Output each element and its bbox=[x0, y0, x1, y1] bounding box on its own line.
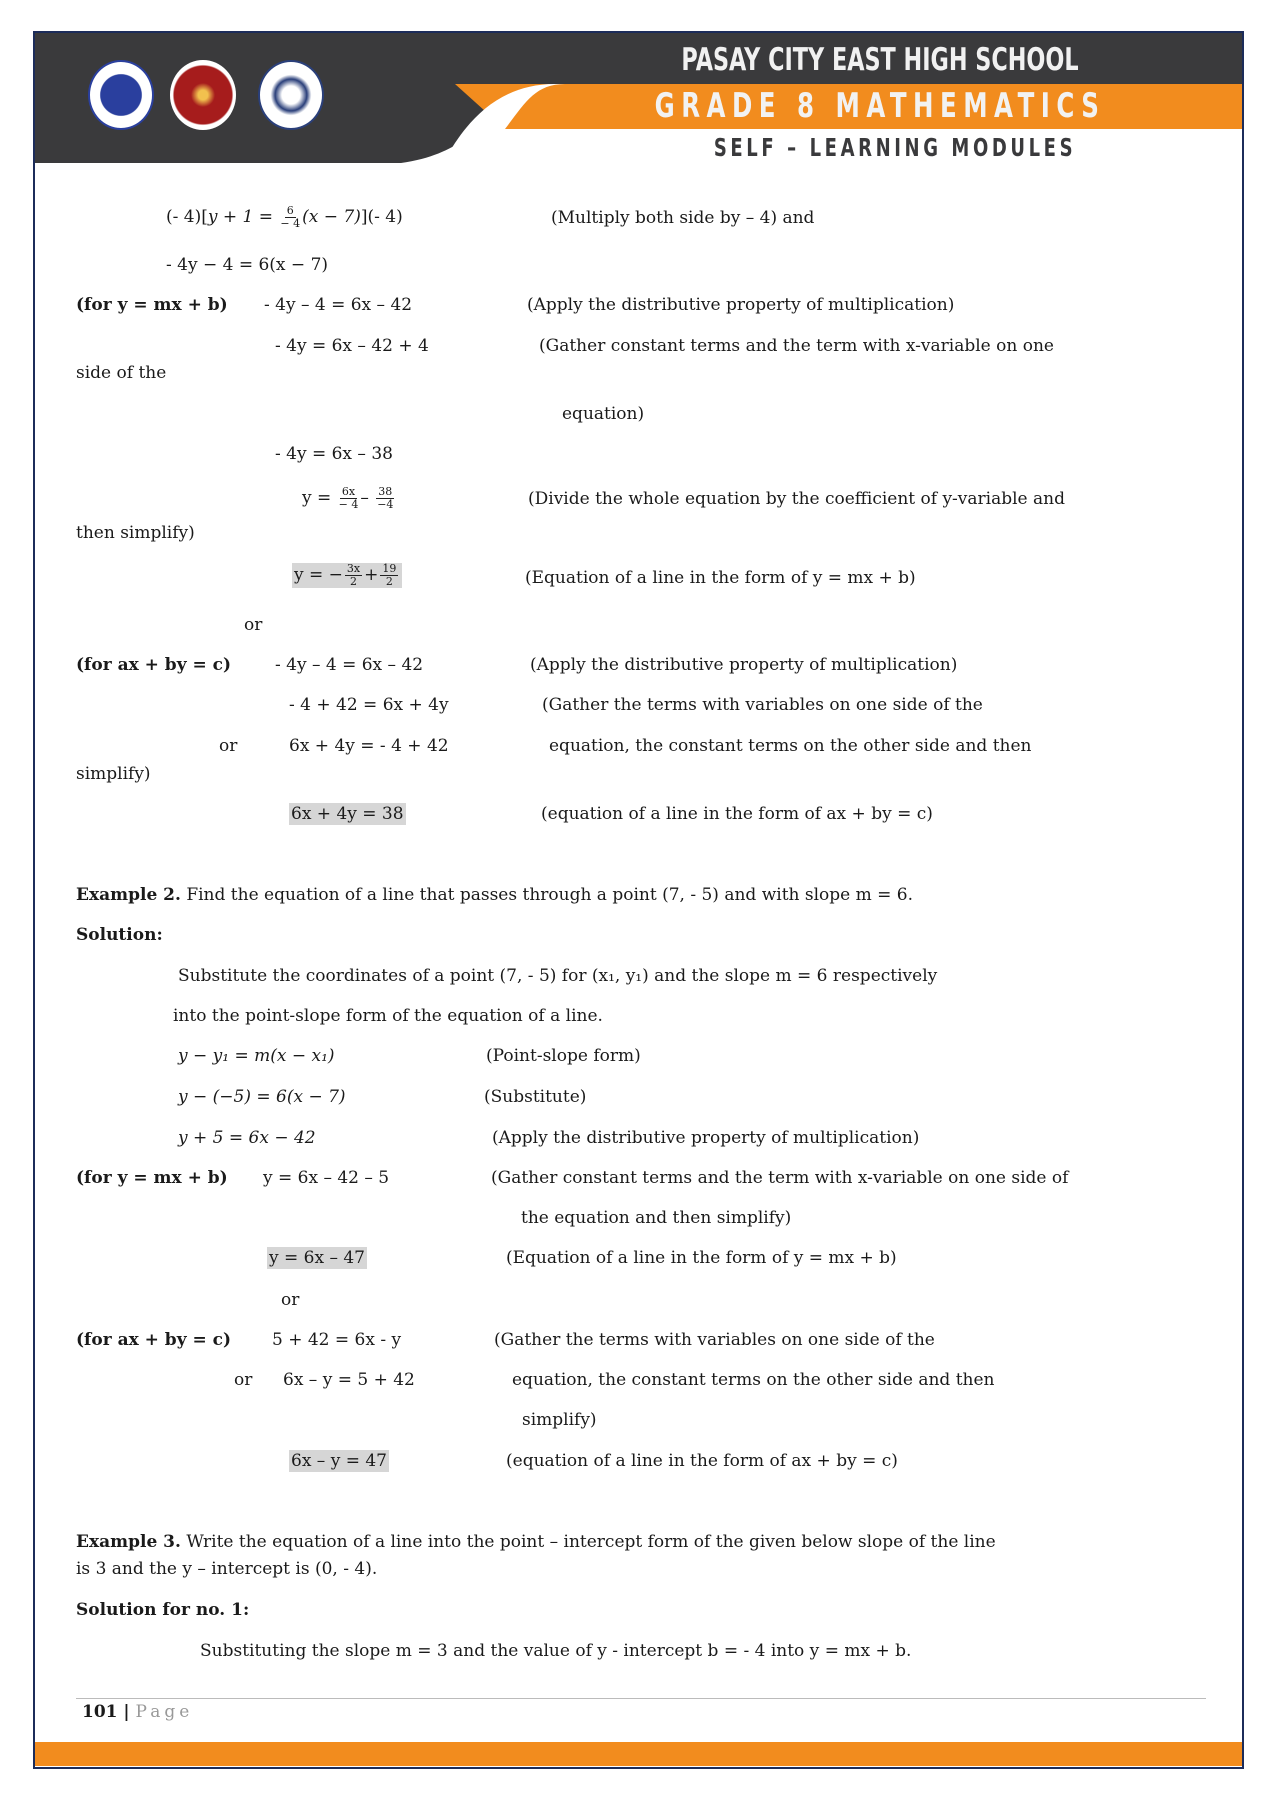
equation-line: 5 + 42 = 6x - y bbox=[272, 1330, 402, 1350]
solution-text: Substituting the slope m = 3 and the value of y - intercept b = - 4 into y = mx + b. bbox=[200, 1641, 912, 1661]
step-note: (Multiply both side by – 4) and bbox=[551, 208, 815, 228]
equation-line: - 4y − 4 = 6(x − 7) bbox=[166, 255, 329, 275]
step-note: side of the bbox=[76, 363, 167, 383]
or-text: or bbox=[219, 736, 238, 756]
step-note: then simplify) bbox=[76, 523, 195, 543]
equation-line: y − y₁ = m(x − x₁) bbox=[178, 1046, 335, 1066]
step-note: (Apply the distributive property of multiplication) bbox=[492, 1128, 920, 1148]
example-3-prompt: Example 3. Write the equation of a line into the point – intercept form of the given below slope of the line bbox=[76, 1532, 996, 1552]
highlighted-answer: y = 6x – 47 bbox=[269, 1248, 365, 1268]
equation-line: 6x + 4y = - 4 + 42 bbox=[289, 736, 449, 756]
step-note: simplify) bbox=[522, 1410, 597, 1430]
highlighted-answer: 6x – y = 47 bbox=[291, 1451, 387, 1471]
equation-line: (- 4)[y + 1 = $\frac{6}{- 4}$ (x − 7)](- 4) bbox=[166, 204, 403, 230]
equation-line: - 4 + 42 = 6x + 4y bbox=[289, 695, 449, 715]
step-note: (Substitute) bbox=[484, 1087, 587, 1107]
equation-line: - 4y = 6x – 42 + 4 bbox=[275, 336, 429, 356]
school-name: PASAY CITY EAST HIGH SCHOOL bbox=[681, 42, 1079, 78]
step-note: equation, the constant terms on the other side and then bbox=[549, 736, 1032, 756]
equation-line: y = $\frac{6x}{- 4}$ – $\frac{38}{-4}$ bbox=[302, 485, 394, 511]
equation-line: - 4y = 6x – 38 bbox=[275, 444, 393, 464]
equation-line: - 4y – 4 = 6x – 42 bbox=[275, 655, 424, 675]
module-series: SELF – LEARNING MODULES bbox=[713, 133, 1077, 162]
step-note: (Equation of a line in the form of y = mx + b) bbox=[525, 568, 916, 588]
step-note: equation, the constant terms on the other side and then bbox=[512, 1370, 995, 1390]
equation-line: 6x – y = 5 + 42 bbox=[283, 1370, 415, 1390]
page-number: 101 | Page bbox=[82, 1702, 194, 1722]
step-note: equation) bbox=[562, 404, 645, 424]
step-note: (Gather the terms with variables on one side of the bbox=[542, 695, 983, 715]
form-label: (for ax + by = c) bbox=[76, 655, 232, 675]
step-note: simplify) bbox=[76, 764, 151, 784]
step-note: (Gather constant terms and the term with x-variable on one bbox=[539, 336, 1054, 356]
step-note: (equation of a line in the form of ax + by = c) bbox=[541, 804, 933, 824]
example-2-prompt: Example 2. Find the equation of a line that passes through a point (7, - 5) and with slope m = 6. bbox=[76, 885, 914, 905]
solution-text: Substitute the coordinates of a point (7, - 5) for (x₁, y₁) and the slope m = 6 respectively bbox=[178, 966, 938, 986]
step-note: (Point-slope form) bbox=[486, 1046, 641, 1066]
step-note: (Apply the distributive property of multiplication) bbox=[527, 295, 955, 315]
step-note: (Gather the terms with variables on one side of the bbox=[494, 1330, 935, 1350]
highlighted-answer: y = − $\frac{3x}{2}$ + $\frac{19}{2}$ bbox=[292, 563, 402, 588]
or-text: or bbox=[234, 1370, 253, 1390]
step-note: (Apply the distributive property of multiplication) bbox=[530, 655, 958, 675]
example-3-prompt-cont: is 3 and the y – intercept is (0, - 4). bbox=[76, 1559, 378, 1579]
solution-text: into the point-slope form of the equation of a line. bbox=[173, 1006, 603, 1026]
footer-divider bbox=[76, 1698, 1206, 1699]
highlighted-answer: 6x + 4y = 38 bbox=[291, 804, 404, 824]
step-note: (equation of a line in the form of ax + by = c) bbox=[506, 1451, 898, 1471]
form-label: (for y = mx + b) bbox=[76, 295, 228, 315]
form-label: (for ax + by = c) bbox=[76, 1330, 232, 1350]
step-note: (Equation of a line in the form of y = mx + b) bbox=[506, 1248, 897, 1268]
step-note: (Gather constant terms and the term with x-variable on one side of bbox=[491, 1168, 1069, 1188]
equation-line: y = 6x – 42 – 5 bbox=[263, 1168, 390, 1188]
subject-title: GRADE 8 MATHEMATICS bbox=[654, 86, 1106, 126]
footer-bar bbox=[35, 1742, 1242, 1766]
solution-heading: Solution: bbox=[76, 925, 163, 945]
or-text: or bbox=[244, 615, 263, 635]
equation-line: y − (−5) = 6(x − 7) bbox=[178, 1087, 346, 1107]
solution-heading: Solution for no. 1: bbox=[76, 1600, 250, 1620]
or-text: or bbox=[281, 1290, 300, 1310]
form-label: (for y = mx + b) bbox=[76, 1168, 228, 1188]
step-note: the equation and then simplify) bbox=[521, 1208, 792, 1228]
equation-line: - 4y – 4 = 6x – 42 bbox=[264, 295, 413, 315]
equation-line: y + 5 = 6x − 42 bbox=[178, 1128, 316, 1148]
step-note: (Divide the whole equation by the coefficient of y-variable and bbox=[528, 489, 1065, 509]
